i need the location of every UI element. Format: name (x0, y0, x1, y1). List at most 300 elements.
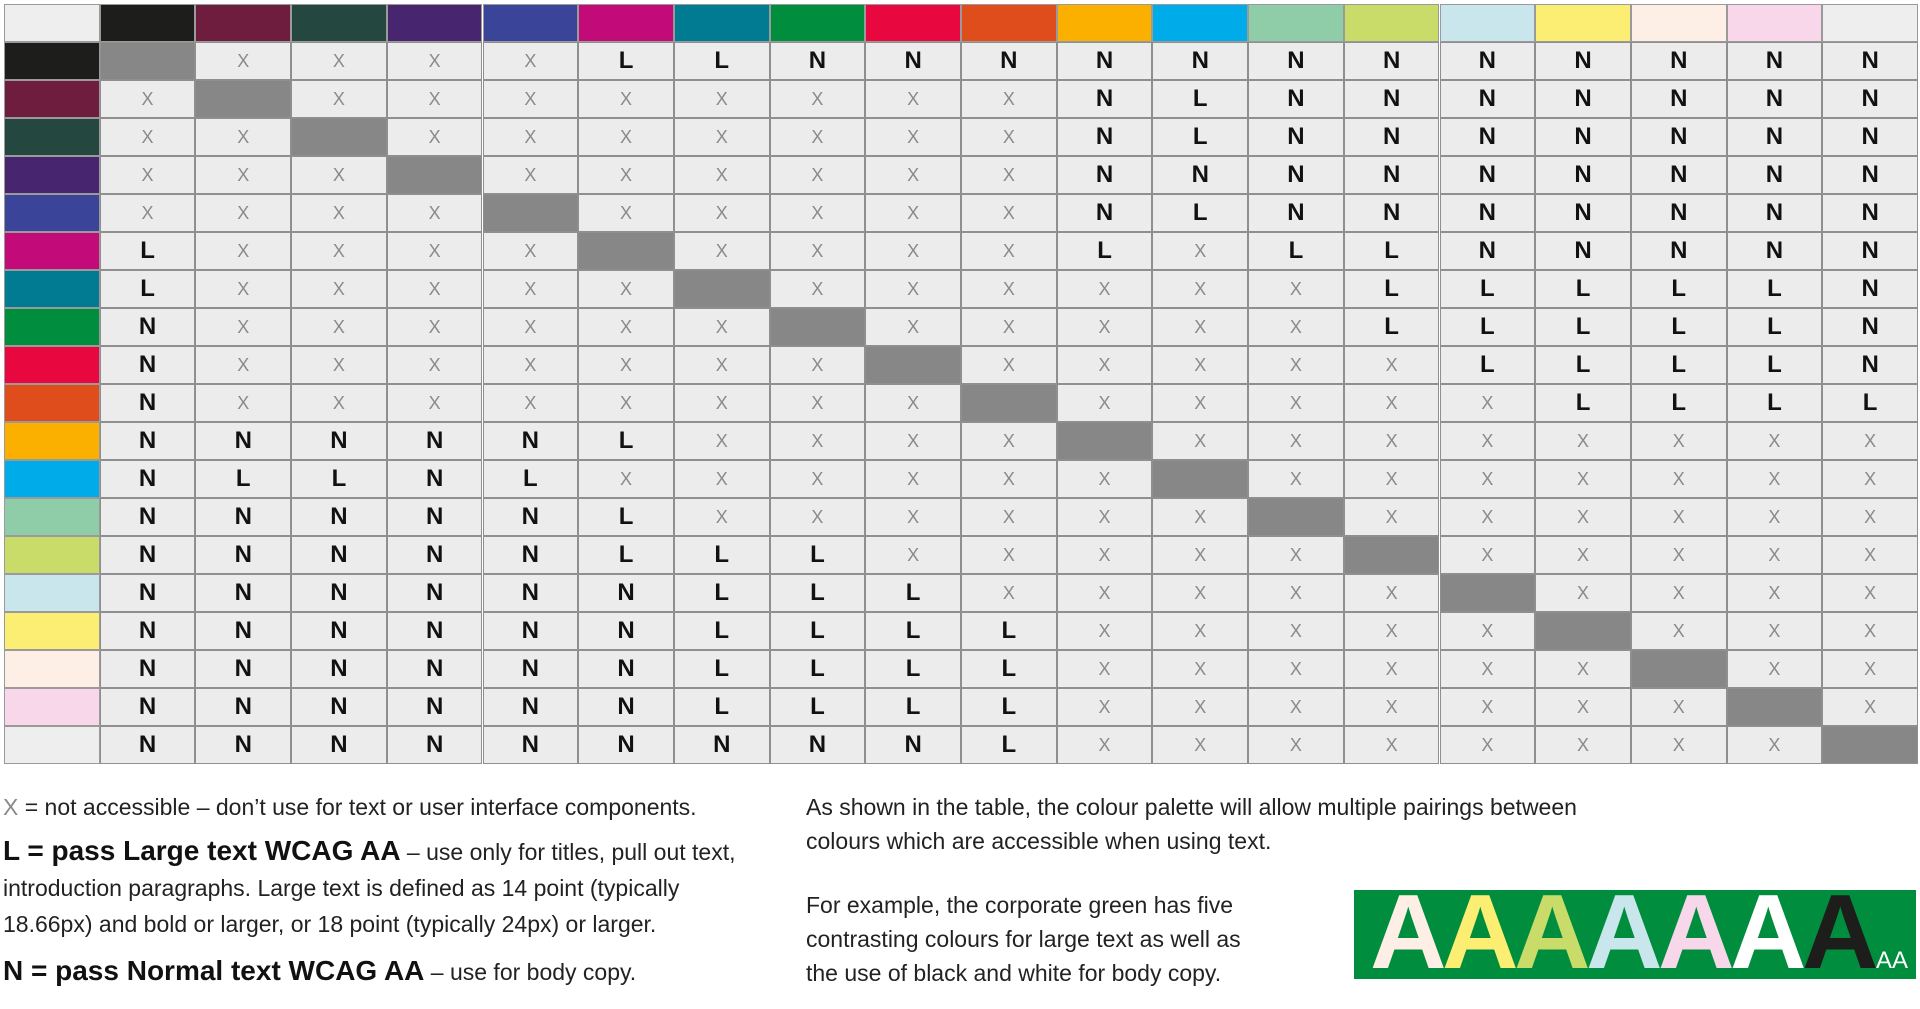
matrix-cell-r1-c5 (483, 42, 579, 80)
matrix-cell-r5-c14 (1344, 194, 1440, 232)
cell-rating: X (1577, 430, 1590, 451)
matrix-cell-r14-c5 (483, 536, 579, 574)
cell-rating: N (521, 693, 540, 720)
cell-rating: L (810, 693, 825, 720)
cell-rating: X (715, 240, 728, 261)
cell-rating: N (1191, 161, 1209, 188)
cell-rating: X (237, 202, 250, 223)
row-swatch-12 (4, 460, 100, 498)
matrix-cell-r4-c3 (291, 156, 387, 194)
demo-letter-3: A (1514, 890, 1591, 979)
matrix-cell-r14-c2 (195, 536, 291, 574)
matrix-cell-r1-c10 (961, 42, 1057, 80)
matrix-cell-r2-c18 (1727, 80, 1823, 118)
cell-rating: N (1478, 123, 1497, 150)
matrix-cell-r2-c7 (674, 80, 770, 118)
cell-rating: L (1001, 617, 1017, 644)
cell-rating: L (1001, 693, 1017, 720)
matrix-cell-r11-c15 (1440, 422, 1536, 460)
matrix-cell-r1-c4 (387, 42, 483, 80)
cell-rating: L (618, 503, 634, 530)
matrix-cell-r9-c12 (1152, 346, 1248, 384)
cell-rating: X (524, 164, 537, 185)
matrix-cell-r14-c17 (1631, 536, 1727, 574)
matrix-cell-r14-c4 (387, 536, 483, 574)
matrix-cell-r2-c11 (1057, 80, 1153, 118)
matrix-cell-r11-c1 (100, 422, 196, 460)
matrix-cell-r13-c6 (578, 498, 674, 536)
matrix-cell-r6-c12 (1152, 232, 1248, 270)
cell-rating: X (1577, 468, 1590, 489)
matrix-cell-r3-c4 (387, 118, 483, 156)
matrix-cell-r19-c9 (865, 726, 961, 764)
demo-letter-6: A (1730, 890, 1807, 979)
matrix-cell-r13-c2 (195, 498, 291, 536)
matrix-cell-r18-c12 (1152, 688, 1248, 726)
cell-rating: X (1194, 696, 1207, 717)
cell-rating: N (1670, 237, 1688, 264)
cell-rating: L (1480, 351, 1495, 378)
cell-rating: X (1194, 240, 1207, 261)
cell-rating: L (1001, 731, 1017, 758)
matrix-cell-r15-c16 (1535, 574, 1631, 612)
matrix-cell-r12-c19 (1822, 460, 1918, 498)
matrix-cell-r1-c14 (1344, 42, 1440, 80)
cell-rating: X (1385, 620, 1398, 641)
row-swatch-19 (4, 726, 100, 764)
matrix-cell-r18-c17 (1631, 688, 1727, 726)
cell-rating: X (620, 278, 633, 299)
column-swatch-9 (865, 4, 961, 42)
cell-rating: X (811, 88, 824, 109)
matrix-cell-r17-c11 (1057, 650, 1153, 688)
cell-rating: L (810, 541, 825, 568)
cell-rating: L (1671, 313, 1687, 340)
matrix-cell-r9-c6 (578, 346, 674, 384)
cell-rating: N (234, 503, 252, 530)
cell-rating: X (428, 240, 441, 261)
cell-rating: X (141, 164, 154, 185)
cell-rating: N (1765, 199, 1784, 226)
matrix-cell-r10-c5 (483, 384, 579, 422)
matrix-cell-r19-c15 (1440, 726, 1536, 764)
cell-rating: L (1384, 275, 1399, 302)
matrix-cell-r9-c13 (1248, 346, 1344, 384)
matrix-cell-r18-c16 (1535, 688, 1631, 726)
column-swatch-2 (195, 4, 291, 42)
cell-rating: N (330, 655, 348, 682)
matrix-cell-r5-c19 (1822, 194, 1918, 232)
matrix-cell-r10-c15 (1440, 384, 1536, 422)
matrix-cell-r9-c4 (387, 346, 483, 384)
cell-rating: X (1098, 696, 1111, 717)
matrix-cell-r3-c11 (1057, 118, 1153, 156)
cell-rating: X (1481, 696, 1494, 717)
row-swatch-1 (4, 42, 100, 80)
matrix-cell-r19-c6 (578, 726, 674, 764)
matrix-cell-r10-c17 (1631, 384, 1727, 422)
matrix-cell-r4-c12 (1152, 156, 1248, 194)
cell-rating: X (1385, 658, 1398, 679)
cell-rating: X (1768, 582, 1781, 603)
cell-rating: X (1098, 544, 1111, 565)
green-contrast-demo (1354, 890, 1916, 979)
cell-rating: N (1861, 123, 1879, 150)
cell-rating: X (141, 88, 154, 109)
cell-rating: N (330, 427, 348, 454)
matrix-cell-r3-c9 (865, 118, 961, 156)
cell-rating: X (1194, 620, 1207, 641)
matrix-cell-r10-c14 (1344, 384, 1440, 422)
cell-rating: L (1767, 275, 1782, 302)
matrix-cell-r11-c16 (1535, 422, 1631, 460)
row-swatch-17 (4, 650, 100, 688)
row-swatch-15 (4, 574, 100, 612)
matrix-cell-r11-c3 (291, 422, 387, 460)
matrix-cell-r1-c19 (1822, 42, 1918, 80)
matrix-cell-r16-c12 (1152, 612, 1248, 650)
cell-rating: X (620, 354, 633, 375)
cell-rating: N (1574, 237, 1592, 264)
column-swatch-14 (1344, 4, 1440, 42)
matrix-cell-r6-c11 (1057, 232, 1153, 270)
cell-rating: L (618, 47, 634, 74)
cell-rating: N (1382, 199, 1401, 226)
cell-rating: N (1574, 123, 1592, 150)
cell-rating: N (234, 693, 252, 720)
matrix-cell-r15-c9 (865, 574, 961, 612)
matrix-cell-r10-c16 (1535, 384, 1631, 422)
cell-rating: X (811, 392, 824, 413)
matrix-diagonal-cell (578, 232, 674, 270)
matrix-cell-r3-c10 (961, 118, 1057, 156)
cell-rating: L (618, 427, 634, 454)
matrix-cell-r9-c5 (483, 346, 579, 384)
cell-rating: X (907, 164, 920, 185)
cell-rating: X (620, 392, 633, 413)
matrix-cell-r17-c14 (1344, 650, 1440, 688)
matrix-cell-r18-c1 (100, 688, 196, 726)
matrix-cell-r12-c9 (865, 460, 961, 498)
matrix-cell-r3-c2 (195, 118, 291, 156)
cell-rating: L (714, 617, 730, 644)
cell-rating: N (1095, 85, 1114, 112)
cell-rating: X (428, 354, 441, 375)
cell-rating: L (1480, 313, 1495, 340)
matrix-cell-r15-c13 (1248, 574, 1344, 612)
column-swatch-13 (1248, 4, 1344, 42)
cell-rating: X (1672, 430, 1685, 451)
matrix-cell-r13-c14 (1344, 498, 1440, 536)
matrix-cell-r10-c13 (1248, 384, 1344, 422)
matrix-cell-r15-c17 (1631, 574, 1727, 612)
cell-rating: X (1002, 240, 1015, 261)
matrix-cell-r12-c3 (291, 460, 387, 498)
matrix-cell-r12-c13 (1248, 460, 1344, 498)
cell-rating: X (1864, 430, 1877, 451)
matrix-cell-r7-c4 (387, 270, 483, 308)
cell-rating: X (620, 88, 633, 109)
cell-rating: X (1577, 734, 1590, 755)
cell-rating: N (138, 731, 157, 758)
matrix-cell-r15-c19 (1822, 574, 1918, 612)
matrix-cell-r18-c14 (1344, 688, 1440, 726)
legend-not-accessible (3, 790, 763, 824)
cell-rating: N (1861, 237, 1879, 264)
cell-rating: X (524, 88, 537, 109)
cell-rating: X (428, 278, 441, 299)
matrix-cell-r3-c18 (1727, 118, 1823, 156)
matrix-cell-r10-c4 (387, 384, 483, 422)
matrix-cell-r17-c15 (1440, 650, 1536, 688)
cell-rating: N (138, 617, 157, 644)
cell-rating: X (524, 126, 537, 147)
matrix-cell-r18-c11 (1057, 688, 1153, 726)
cell-rating: X (1289, 392, 1302, 413)
cell-rating: L (714, 541, 730, 568)
matrix-cell-r7-c15 (1440, 270, 1536, 308)
matrix-cell-r15-c4 (387, 574, 483, 612)
cell-rating: X (1289, 620, 1302, 641)
matrix-diagonal-cell (1248, 498, 1344, 536)
cell-rating: X (620, 202, 633, 223)
cell-rating: X (524, 50, 537, 71)
matrix-cell-r7-c14 (1344, 270, 1440, 308)
cell-rating: X (1194, 316, 1207, 337)
matrix-cell-r16-c2 (195, 612, 291, 650)
matrix-cell-r12-c7 (674, 460, 770, 498)
cell-rating: X (1864, 582, 1877, 603)
matrix-cell-r2-c19 (1822, 80, 1918, 118)
matrix-corner (4, 4, 100, 42)
cell-rating: X (1481, 620, 1494, 641)
cell-rating: X (1289, 658, 1302, 679)
matrix-cell-r2-c8 (770, 80, 866, 118)
matrix-cell-r9-c7 (674, 346, 770, 384)
matrix-cell-r2-c6 (578, 80, 674, 118)
cell-rating: X (1002, 354, 1015, 375)
cell-rating: X (1864, 544, 1877, 565)
cell-rating: X (524, 354, 537, 375)
matrix-cell-r1-c11 (1057, 42, 1153, 80)
matrix-cell-r5-c18 (1727, 194, 1823, 232)
matrix-cell-r14-c16 (1535, 536, 1631, 574)
cell-rating: X (1864, 620, 1877, 641)
cell-rating: L (714, 693, 730, 720)
cell-rating: X (715, 468, 728, 489)
cell-rating: X (1002, 582, 1015, 603)
matrix-cell-r5-c2 (195, 194, 291, 232)
cell-rating: N (1765, 161, 1784, 188)
cell-rating: X (428, 202, 441, 223)
matrix-cell-r16-c15 (1440, 612, 1536, 650)
cell-rating: L (1671, 275, 1687, 302)
matrix-diagonal-cell (1057, 422, 1153, 460)
matrix-cell-r14-c18 (1727, 536, 1823, 574)
cell-rating: X (1098, 354, 1111, 375)
cell-rating: X (1864, 696, 1877, 717)
cell-rating: N (330, 579, 348, 606)
cell-rating: N (1861, 275, 1879, 302)
matrix-cell-r10-c2 (195, 384, 291, 422)
matrix-cell-r13-c3 (291, 498, 387, 536)
matrix-cell-r3-c17 (1631, 118, 1727, 156)
cell-rating: L (1575, 389, 1591, 416)
matrix-cell-r16-c8 (770, 612, 866, 650)
cell-rating: L (905, 655, 921, 682)
cell-rating: X (332, 202, 345, 223)
matrix-cell-r10-c3 (291, 384, 387, 422)
cell-rating: X (1385, 506, 1398, 527)
matrix-diagonal-cell (1344, 536, 1440, 574)
row-swatch-16 (4, 612, 100, 650)
matrix-cell-r11-c8 (770, 422, 866, 460)
legend-normal-text (3, 954, 763, 989)
matrix-cell-r6-c5 (483, 232, 579, 270)
matrix-cell-r5-c17 (1631, 194, 1727, 232)
row-swatch-18 (4, 688, 100, 726)
cell-rating: X (811, 506, 824, 527)
matrix-cell-r15-c14 (1344, 574, 1440, 612)
matrix-cell-r2-c13 (1248, 80, 1344, 118)
legend-x-symbol: X (3, 794, 19, 820)
matrix-cell-r13-c10 (961, 498, 1057, 536)
cell-rating: N (138, 655, 157, 682)
cell-rating: X (237, 278, 250, 299)
cell-rating: X (1289, 278, 1302, 299)
cell-rating: X (1194, 354, 1207, 375)
matrix-cell-r3-c8 (770, 118, 866, 156)
cell-rating: N (617, 655, 635, 682)
cell-rating: X (237, 126, 250, 147)
row-swatch-8 (4, 308, 100, 346)
matrix-diagonal-cell (291, 118, 387, 156)
legend-n-strong: N = pass Normal text WCAG AA (3, 955, 425, 986)
matrix-cell-r9-c19 (1822, 346, 1918, 384)
matrix-cell-r16-c18 (1727, 612, 1823, 650)
matrix-cell-r17-c9 (865, 650, 961, 688)
cell-rating: N (138, 313, 157, 340)
cell-rating: N (138, 579, 157, 606)
cell-rating: X (907, 240, 920, 261)
cell-rating: N (1861, 351, 1879, 378)
matrix-cell-r12-c2 (195, 460, 291, 498)
matrix-cell-r8-c11 (1057, 308, 1153, 346)
row-swatch-11 (4, 422, 100, 460)
cell-rating: N (1861, 85, 1879, 112)
matrix-cell-r5-c8 (770, 194, 866, 232)
matrix-cell-r19-c11 (1057, 726, 1153, 764)
cell-rating: X (715, 164, 728, 185)
cell-rating: X (811, 430, 824, 451)
matrix-cell-r4-c2 (195, 156, 291, 194)
cell-rating: X (1672, 506, 1685, 527)
cell-rating: N (425, 617, 444, 644)
column-swatch-12 (1152, 4, 1248, 42)
matrix-cell-r5-c1 (100, 194, 196, 232)
column-swatch-5 (483, 4, 579, 42)
matrix-cell-r7-c13 (1248, 270, 1344, 308)
cell-rating: N (330, 503, 348, 530)
column-swatch-16 (1535, 4, 1631, 42)
matrix-cell-r14-c1 (100, 536, 196, 574)
matrix-cell-r4-c17 (1631, 156, 1727, 194)
matrix-diagonal-cell (100, 42, 196, 80)
cell-rating: X (715, 126, 728, 147)
cell-rating: N (330, 693, 348, 720)
matrix-cell-r7-c12 (1152, 270, 1248, 308)
matrix-cell-r9-c15 (1440, 346, 1536, 384)
cell-rating: X (332, 392, 345, 413)
matrix-cell-r16-c7 (674, 612, 770, 650)
column-swatch-19 (1822, 4, 1918, 42)
column-swatch-8 (770, 4, 866, 42)
matrix-cell-r7-c16 (1535, 270, 1631, 308)
cell-rating: N (1000, 47, 1018, 74)
cell-rating: L (1575, 351, 1591, 378)
matrix-cell-r15-c2 (195, 574, 291, 612)
row-swatch-5 (4, 194, 100, 232)
cell-rating: N (1861, 199, 1879, 226)
cell-rating: X (332, 354, 345, 375)
matrix-cell-r11-c7 (674, 422, 770, 460)
cell-rating: L (1575, 275, 1591, 302)
matrix-cell-r18-c5 (483, 688, 579, 726)
matrix-cell-r18-c7 (674, 688, 770, 726)
cell-rating: X (1577, 582, 1590, 603)
cell-rating: N (1478, 237, 1497, 264)
column-swatch-18 (1727, 4, 1823, 42)
cell-rating: L (140, 237, 155, 264)
matrix-cell-r19-c3 (291, 726, 387, 764)
matrix-cell-r10-c9 (865, 384, 961, 422)
matrix-cell-r2-c9 (865, 80, 961, 118)
matrix-cell-r17-c8 (770, 650, 866, 688)
matrix-cell-r19-c13 (1248, 726, 1344, 764)
cell-rating: N (1191, 47, 1209, 74)
cell-rating: X (715, 430, 728, 451)
cell-rating: L (1767, 389, 1782, 416)
matrix-cell-r17-c7 (674, 650, 770, 688)
matrix-cell-r8-c13 (1248, 308, 1344, 346)
matrix-cell-r19-c16 (1535, 726, 1631, 764)
cell-rating: L (905, 617, 921, 644)
cell-rating: N (713, 731, 731, 758)
matrix-cell-r16-c3 (291, 612, 387, 650)
cell-rating: N (521, 427, 540, 454)
matrix-cell-r17-c1 (100, 650, 196, 688)
matrix-cell-r7-c1 (100, 270, 196, 308)
cell-rating: X (907, 202, 920, 223)
cell-rating: X (141, 126, 154, 147)
cell-rating: X (811, 278, 824, 299)
matrix-cell-r18-c4 (387, 688, 483, 726)
demo-letter-7: A (1802, 890, 1879, 979)
matrix-cell-r14-c9 (865, 536, 961, 574)
cell-rating: N (138, 541, 157, 568)
matrix-diagonal-cell (1727, 688, 1823, 726)
cell-rating: N (1287, 199, 1305, 226)
matrix-cell-r13-c7 (674, 498, 770, 536)
cell-rating: L (1575, 313, 1591, 340)
matrix-cell-r17-c3 (291, 650, 387, 688)
cell-rating: N (1574, 47, 1592, 74)
cell-rating: X (1768, 658, 1781, 679)
cell-rating: N (1670, 47, 1688, 74)
cell-rating: X (1194, 582, 1207, 603)
matrix-cell-r18-c10 (961, 688, 1057, 726)
matrix-cell-r5-c3 (291, 194, 387, 232)
